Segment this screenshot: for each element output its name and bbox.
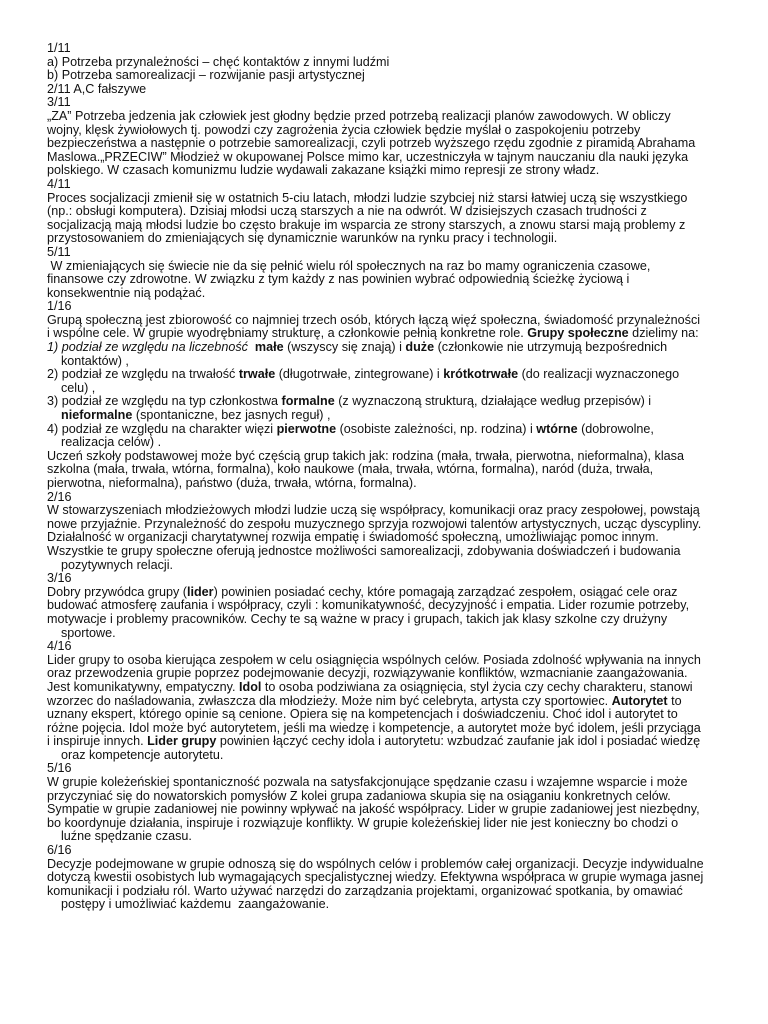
text-line: sportowe. — [61, 625, 116, 640]
text-line: pierwotna, nieformalna), państwo (duża, trwała, wtórna, formalna). — [47, 476, 417, 490]
bold-term: Idol — [239, 679, 262, 694]
text-span: 4) podział ze względu na charakter więzi — [47, 421, 277, 436]
bold-term: krótkotrwałe — [443, 367, 519, 382]
text-span: wzorzec do naśladowania, zwłaszcza dla młodzieży. Może nim być celebryta, artysta czy sportowiec. — [47, 693, 612, 708]
text-line: nowe przyjaźnie. Przynależność do zespołu muzycznego sprzyja rozwojowi talentów artystycznych, ucząc dyscypliny. — [47, 516, 702, 531]
text-span: Dobry przywódca grupy ( — [47, 584, 187, 599]
text-line: bezpieczeństwa a następnie o potrzebie samorealizacji, czyli potrzeb wyższego rzędu zgodnie z piramidą Abrahama — [47, 136, 696, 151]
text-span: ) powinien posiadać cechy, które pomagają zarządzać zespołem, osiągać cele oraz — [213, 584, 678, 599]
division-3-cont — [47, 409, 728, 423]
bold-term: małe — [247, 340, 284, 355]
text-line: postępy i umożliwiać każdemu zaangażowanie. — [61, 897, 330, 912]
text-line: (np.: obsługi komputera). Dzisiaj młodsi uczą starszych a nie na odwrót. W dzisiejszych czasach trudności z — [47, 204, 647, 219]
bold-term: formalne — [281, 394, 335, 409]
text-line: uznany ekspert, którego opinie są cenione. Opiera się na kompetencjach i doświadczeniu. Choć idol i autorytet to — [47, 707, 678, 722]
text-line: socjalizacją mają młodsi ludzie bo często brakuje im wsparcia ze strony starszych, a znowu starsi mają problemy z — [47, 217, 686, 232]
text-line: Wszystkie te grupy społeczne oferują jednostce możliwości samorealizacji, zdobywania doświadczeń i budowania — [47, 543, 681, 558]
text-line: W grupie koleżeńskiej spontaniczność pozwala na satysfakcjonujące spędzanie czasu i wzajemne wsparcie i może — [47, 775, 688, 790]
text-line: Sympatie w grupie zadaniowej nie powinny wpływać na jakość współpracy. Lider w grupie zadaniowej jest niezbędny, — [47, 802, 700, 817]
text-line: przystosowaniem do zmieniających się dynamicznie warunków na rynku pracy i technologii. — [47, 231, 558, 246]
bold-term: Grupy społeczne — [527, 326, 629, 341]
text-span: dzielimy na: — [628, 326, 699, 341]
section-heading: 5/16 — [47, 761, 72, 776]
text-line: Decyzje podejmowane w grupie odnoszą się do wspólnych celów i problemów całej organizacji. Decyzje indywidualne — [47, 856, 704, 871]
text-line: Grupą społeczną jest zbiorowość co najmniej trzech osób, których łączą więź społeczna, świadomość przynależności — [47, 312, 701, 327]
division-4 — [47, 423, 728, 437]
text-line: budować atmosferę zaufania i współpracy, czyli : komunikatywność, decyzyjność i empatia. Lider rozumie potrzeby, — [47, 598, 690, 613]
text-line: dotyczą kwestii osobistych lub wymagających specjalistycznej wiedzy. Efektywna współpraca w grupie wymaga jasnej — [47, 870, 704, 885]
text-line: Uczeń szkoły podstawowej może być częścią grup takich jak: rodzina (mała, trwała, pierwotna, nieformalna), klasa — [47, 448, 684, 463]
text-line: Lider grupy to osoba kierująca zespołem w celu osiągnięcia wspólnych celów. Posiada zdolność wpływania na innych — [47, 652, 701, 667]
text-line: Działalność w organizacji charytatywnej rozwija empatię i świadomość społeczną, umożliwiając pomoc innym. — [47, 530, 659, 545]
text-span: (członkowie nie utrzymują bezpośrednich — [434, 340, 668, 355]
division-2 — [47, 368, 728, 382]
division-1-cont: kontaktów) , — [61, 353, 129, 368]
bold-term: Autorytet — [611, 693, 668, 708]
division-4-cont: realizacja celów) . — [61, 435, 162, 450]
text-line — [47, 735, 728, 749]
text-line — [47, 695, 728, 709]
section-heading: 1/11 — [47, 41, 71, 55]
text-span: to — [667, 693, 682, 708]
bold-term: lider — [186, 584, 214, 599]
text-line: konsekwentnie nią podążać. — [47, 285, 206, 300]
section-heading: 6/16 — [47, 843, 72, 858]
text-line: Proces socjalizacji zmienił się w ostatnich 5-ciu latach, młodzi ludzie szybciej niż starsi łatwiej uczą się wszystkiego — [47, 190, 688, 205]
text-span: (do realizacji wyznaczonego — [518, 367, 680, 382]
bold-term: wtórne — [536, 421, 578, 436]
text-line: wojny, klęsk żywiołowych tj. powodzi czy zagrożenia życia człowiek będzie myślał o zaspokojeniu potrzeby — [47, 122, 641, 137]
text-line: oraz przewodzenia grupie poprzez podejmowanie decyzji, rozwiązywanie konfliktów, wzmacnianie zaangażowania. — [47, 666, 688, 681]
text-span: (z wyznaczoną strukturą, działające według przepisów) i — [334, 394, 652, 409]
text-span: (długotrwałe, zintegrowane) i — [275, 367, 444, 382]
section-heading: 2/11 A,C fałszywe — [47, 81, 147, 96]
text-span: (wszyscy się znają) i — [283, 340, 406, 355]
text-span: 2) podział ze względu na trwałość — [47, 367, 239, 382]
section-heading: 3/11 — [47, 95, 71, 110]
text-span: (osobiste zależności, np. rodzina) i — [336, 421, 537, 436]
answer-a: a) Potrzeba przynależności – chęć kontaktów z innymi ludźmi — [47, 54, 390, 69]
division-2-cont: celu) , — [61, 380, 96, 395]
text-line: komunikacji i podziału ról. Warto używać narzędzi do zarządzania projektami, organizować spotkania, by omawiać — [47, 883, 683, 898]
section-heading: 5/11 — [47, 244, 71, 259]
section-heading: 1/16 — [47, 299, 72, 314]
bold-term: trwałe — [238, 367, 276, 382]
answer-b: b) Potrzeba samorealizacji – rozwijanie pasji artystycznej — [47, 68, 365, 83]
text-line: luźne spędzanie czasu. — [61, 829, 192, 844]
text-line: Maslowa.„PRZECIW” Młodzież w okupowanej Polsce mimo kar, uczestniczyła w tajnym nauczaniu dla nauki języka — [47, 149, 689, 164]
text-span: to osoba podziwiana za osiągnięcia, styl życia czy cechy charakteru, stanowi — [261, 679, 693, 694]
section-heading: 4/11 — [47, 176, 71, 191]
division-3 — [47, 395, 728, 409]
text-line: przyczyniać się do nowatorskich pomysłów Z kolei grupa zadaniowa skupia się na osiąganiu konkretnych celów. — [47, 788, 671, 803]
text-line: bo koordynuje działania, inspiruje i rozwiązuje konflikty. W grupie koleżeńskiej lider nie jest konieczny bo chodzi o — [47, 815, 679, 830]
text-span: powinien łączyć cechy idola i autorytetu: wzbudzać zaufanie jak idol i posiadać wiedzę — [216, 734, 701, 749]
text-line — [47, 586, 728, 600]
text-line: pozytywnych relacji. — [61, 557, 173, 572]
text-line: W stowarzyszeniach młodzieżowych młodzi ludzie uczą się współpracy, komunikacji oraz pracy zespołowej, powstają — [47, 503, 700, 518]
text-line: „ZA” Potrzeba jedzenia jak człowiek jest głodny będzie przed potrzebą realizacji planów zawodowych. W obliczy — [47, 108, 671, 123]
text-span: i wspólne cele. W grupie wyodrębniamy strukturę, a członkowie pełnią konkretne role. — [47, 326, 528, 341]
section-heading: 4/16 — [47, 639, 72, 654]
text-span: (dobrowolne, — [577, 421, 654, 436]
text-line — [47, 681, 728, 695]
text-line: różne pojęcia. Idol może być autorytetem, jeśli ma wiedzę i kompetencje, a autorytet może być idolem, jeśli przyciąga — [47, 720, 701, 735]
text-line: finansowe czy zdrowotne. W związku z tym każdy z nas powinien wybrać odpowiednią ścieżkę życiową i — [47, 272, 630, 287]
text-line: polskiego. W czasach komunizmu ludzie wydawali zakazane książki mimo represji ze strony władz. — [47, 163, 600, 178]
text-line: motywacje i problemy pracowników. Cechy te są ważne w pracy i grupach, takich jak klasy szkolne czy drużyny — [47, 611, 668, 626]
bold-term: duże — [405, 340, 435, 355]
division-1 — [47, 341, 728, 355]
text-line — [47, 327, 728, 341]
italic-term: 1) podział ze względu na liczebność — [47, 340, 248, 355]
section-heading: 3/16 — [47, 571, 72, 586]
text-span: 3) podział ze względu na typ członkostwa — [47, 394, 282, 409]
bold-term: Lider grupy — [147, 734, 217, 749]
bold-term: pierwotne — [276, 421, 337, 436]
text-span: (spontaniczne, bez jasnych reguł) , — [132, 408, 331, 423]
section-heading: 2/16 — [47, 489, 72, 504]
text-line: oraz kompetencje autorytetu. — [61, 747, 224, 762]
text-line: szkolna (mała, trwała, wtórna, formalna), koło naukowe (mała, trwała, wtórna, formalna), naród (duża, trwała, — [47, 462, 654, 477]
text-span: i inspiruje innych. — [47, 734, 148, 749]
bold-term: nieformalne — [61, 408, 133, 423]
text-span: Jest komunikatywny, empatyczny. — [47, 679, 240, 694]
text-line: W zmieniających się świecie nie da się pełnić wielu ról społecznych na raz bo mamy ograniczenia czasowe, — [47, 258, 651, 273]
